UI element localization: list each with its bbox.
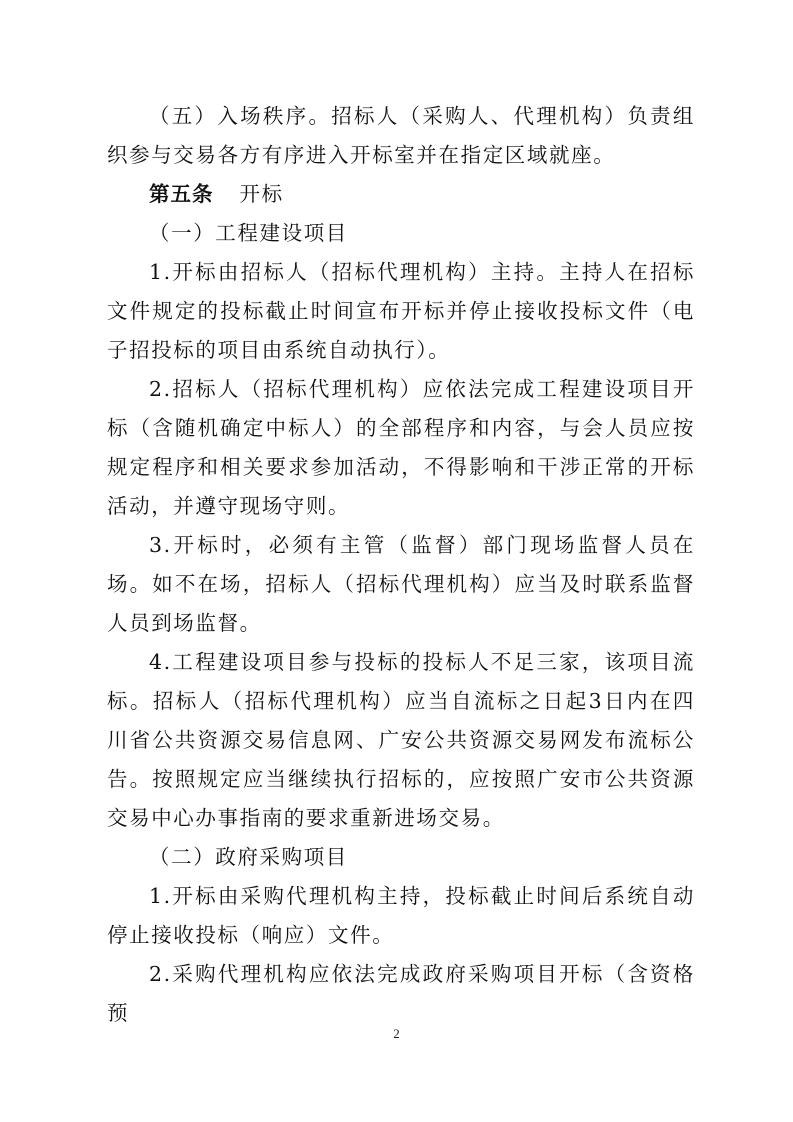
paragraph-engineering-3: 3.开标时，必须有主管（监督）部门现场监督人员在场。如不在场，招标人（招标代理机构）应当及时联系监督人员到场监督。	[107, 533, 695, 635]
page-number: 2	[393, 1026, 400, 1041]
paragraph-procurement-1: 1.开标由采购代理机构主持，投标截止时间后系统自动停止接收投标（响应）文件。	[107, 884, 695, 947]
paragraph-entry-order: （五）入场秩序。招标人（采购人、代理机构）负责组织参与交易各方有序进入开标室并在指定区域就座。	[107, 104, 695, 167]
paragraph-procurement-2: 2.采购代理机构应依法完成政府采购项目开标（含资格预	[107, 962, 695, 1025]
paragraph-engineering-2: 2.招标人（招标代理机构）应依法完成工程建设项目开标（含随机确定中标人）的全部程序和内容，与会人员应按规定程序和相关要求参加活动，不得影响和干涉正常的开标活动，并遵守现场守则。	[107, 377, 695, 518]
paragraph-engineering-4: 4.工程建设项目参与投标的投标人不足三家，该项目流标。招标人（招标代理机构）应当自流标之日起3日内在四川省公共资源交易信息网、广安公共资源交易网发布流标公告。按照规定应当继续执行招标的，应按照广安市公共资源交易中心办事指南的要求重新进场交易。	[107, 650, 695, 830]
document-body	[107, 97, 695, 1033]
section-heading-engineering: （一）工程建设项目	[149, 221, 348, 245]
article-heading	[107, 175, 695, 214]
article-number: 第五条	[149, 182, 214, 206]
article-title: 开标	[239, 182, 284, 206]
paragraph-engineering-1: 1.开标由招标人（招标代理机构）主持。主持人在招标文件规定的投标截止时间宣布开标并停止接收投标文件（电子招投标的项目由系统自动执行）。	[107, 260, 695, 362]
section-heading-procurement: （二）政府采购项目	[149, 845, 348, 869]
